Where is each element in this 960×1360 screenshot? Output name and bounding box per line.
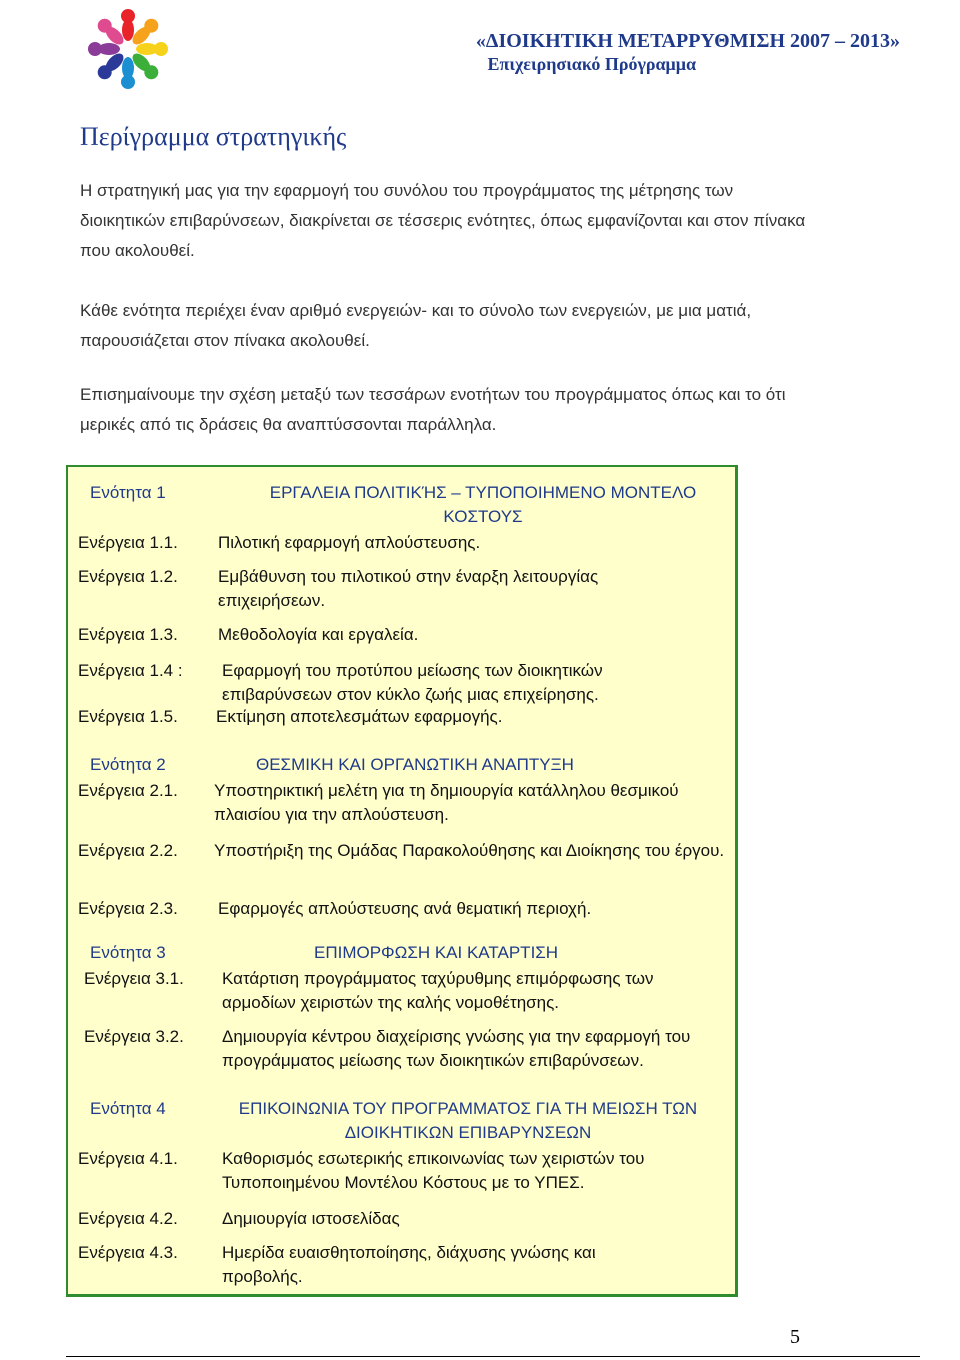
action-label: Ενέργεια 1.3. [78,625,178,644]
action-text: Εφαρμογή του προτύπου μείωσης των διοικητικών επιβαρύνσεων στον κύκλο ζωής μιας επιχείρησης. [222,661,603,704]
unit-label: Ενότητα 2 [90,755,166,774]
action-text: Υποστήριξη της Ομάδας Παρακολούθησης και Διοίκησης του έργου. [214,841,725,860]
action-label: Ενέργεια 2.2. [78,841,178,860]
unit-label: Ενότητα 1 [90,483,166,502]
action-text: Δημιουργία ιστοσελίδας [222,1209,400,1228]
section-title: Περίγραμμα στρατηγικής [80,122,347,151]
action-label: Ενέργεια 2.3. [78,899,178,918]
action-label: Ενέργεια 2.1. [78,781,178,800]
action-text: Μεθοδολογία και εργαλεία. [218,625,419,644]
program-logo [78,6,178,92]
program-title: «ΔΙΟΙΚΗΤΙΚΗ ΜΕΤΑΡΡΥΘΜΙΣΗ 2007 – 2013» [475,30,900,52]
intro-paragraph-1: Η στρατηγική μας για την εφαρμογή του συνόλου του προγράμματος της μέτρησης των διοικητικών επιβαρύνσεων, διακρίνεται σε τέσσερις ενότητες, όπως εμφανίζονται και στον πίνακα που ακολουθεί. [80,181,806,260]
unit-heading: ΕΠΙΜΟΡΦΩΣΗ ΚΑΙ ΚΑΤΑΡΤΙΣΗ [314,943,559,962]
logo-figure-body [98,43,120,55]
unit-heading: ΕΡΓΑΛΕΙΑ ΠΟΛΙΤΙΚΉΣ – ΤΥΠΟΠΟΙΗΜΕΝΟ ΜΟΝΤΕΛΟ ΚΟΣΤΟΥΣ [269,483,697,526]
action-text: Υποστηρικτική μελέτη για τη δημιουργία κατάλληλου θεσμικού πλαισίου για την απλούστευση. [214,781,679,824]
logo-figure-body [122,57,134,79]
action-label: Ενέργεια 3.2. [84,1027,184,1046]
program-subtitle: Επιχειρησιακό Πρόγραμμα [487,54,696,74]
action-label: Ενέργεια 4.1. [78,1149,178,1168]
action-text: Εφαρμογές απλούστευσης ανά θεματική περιοχή. [218,899,592,918]
action-text: Εμβάθυνση του πιλοτικού στην έναρξη λειτουργίας επιχειρήσεων. [218,567,599,610]
action-text: Καθορισμός εσωτερικής επικοινωνίας των χειριστών του Τυποποιημένου Μοντέλου Κόστους με το ΥΠΕΣ. [222,1149,645,1192]
action-text: Δημιουργία κέντρου διαχείρισης γνώσης για την εφαρμογή του προγράμματος μείωσης των διοικητικών επιβαρύνσεων. [222,1027,691,1070]
page-number: 5 [790,1326,800,1348]
unit-label: Ενότητα 3 [90,943,166,962]
action-text: Ημερίδα ευαισθητοποίησης, διάχυσης γνώσης και προβολής. [222,1243,596,1286]
action-text: Εκτίμηση αποτελεσμάτων εφαρμογής. [216,707,503,726]
action-label: Ενέργεια 3.1. [84,969,184,988]
action-label: Ενέργεια 1.2. [78,567,178,586]
intro-paragraph-2: Κάθε ενότητα περιέχει έναν αριθμό ενεργειών- και το σύνολο των ενεργειών, με μια ματιά, παρουσιάζεται στον πίνακα ακολουθεί. [80,301,752,350]
action-text: Κατάρτιση προγράμματος ταχύρυθμης επιμόρφωσης των αρμοδίων χειριστών της καλής νομοθέτησης. [222,969,654,1012]
footer-rule [66,1356,920,1357]
unit-label: Ενότητα 4 [90,1099,166,1118]
action-label: Ενέργεια 1.1. [78,533,178,552]
strategy-table [66,465,738,1297]
action-label: Ενέργεια 4.3. [78,1243,178,1262]
intro-paragraph-3: Επισημαίνουμε την σχέση μεταξύ των τεσσάρων ενοτήτων του προγράμματος όπως και το ότι μερικές από τις δράσεις θα αναπτύσσονται παράλληλα. [80,385,786,434]
unit-heading: ΘΕΣΜΙΚΗ ΚΑΙ ΟΡΓΑΝΩΤΙΚΗ ΑΝΑΠΤΥΞΗ [256,755,574,774]
action-label: Ενέργεια 1.4 : [78,661,183,680]
action-label: Ενέργεια 4.2. [78,1209,178,1228]
logo-figure-body [136,43,158,55]
action-label: Ενέργεια 1.5. [78,707,178,726]
action-text: Πιλοτική εφαρμογή απλούστευσης. [218,533,481,552]
logo-figure-body [122,19,134,41]
unit-heading: ΕΠΙΚΟΙΝΩΝΙΑ ΤΟΥ ΠΡΟΓΡΑΜΜΑΤΟΣ ΓΙΑ ΤΗ ΜΕΙΩΣΗ ΤΩΝ ΔΙΟΙΚΗΤΙΚΩΝ ΕΠΙΒΑΡΥΝΣΕΩΝ [238,1099,698,1142]
